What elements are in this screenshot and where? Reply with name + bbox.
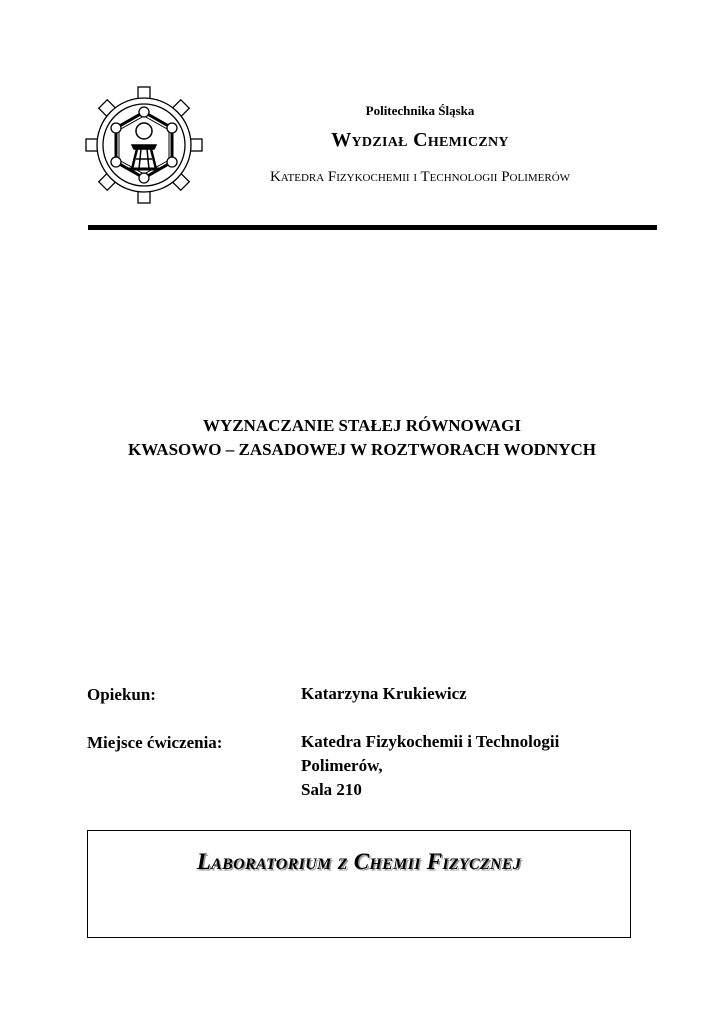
- header-divider: [88, 225, 657, 230]
- title-line-2: KWASOWO – ZASADOWEJ W ROZTWORACH WODNYCH: [127, 440, 597, 459]
- supervisor-label: Opiekun:: [87, 685, 156, 704]
- location-value: [301, 730, 559, 802]
- university-name: Politechnika Śląska: [365, 103, 475, 118]
- document-title: [60, 414, 664, 462]
- location-line-2: Polimerów,: [301, 756, 383, 775]
- department-name: Katedra Fizykochemii i Technologii Polimerów: [269, 169, 571, 185]
- lab-title-box: [87, 830, 631, 938]
- university-logo-icon: [84, 85, 204, 205]
- faculty-name: Wydział Chemiczny: [331, 129, 509, 151]
- location-label: Miejsce ćwiczenia:: [87, 733, 223, 752]
- location-line-3: Sala 210: [301, 780, 362, 799]
- title-line-1: WYZNACZANIE STAŁEJ RÓWNOWAGI: [202, 416, 521, 435]
- lab-title: Laboratorium z Chemii Fizycznej: [196, 849, 522, 874]
- location-line-1: Katedra Fizykochemii i Technologii: [301, 732, 560, 751]
- supervisor-value: Katarzyna Krukiewicz: [301, 684, 467, 703]
